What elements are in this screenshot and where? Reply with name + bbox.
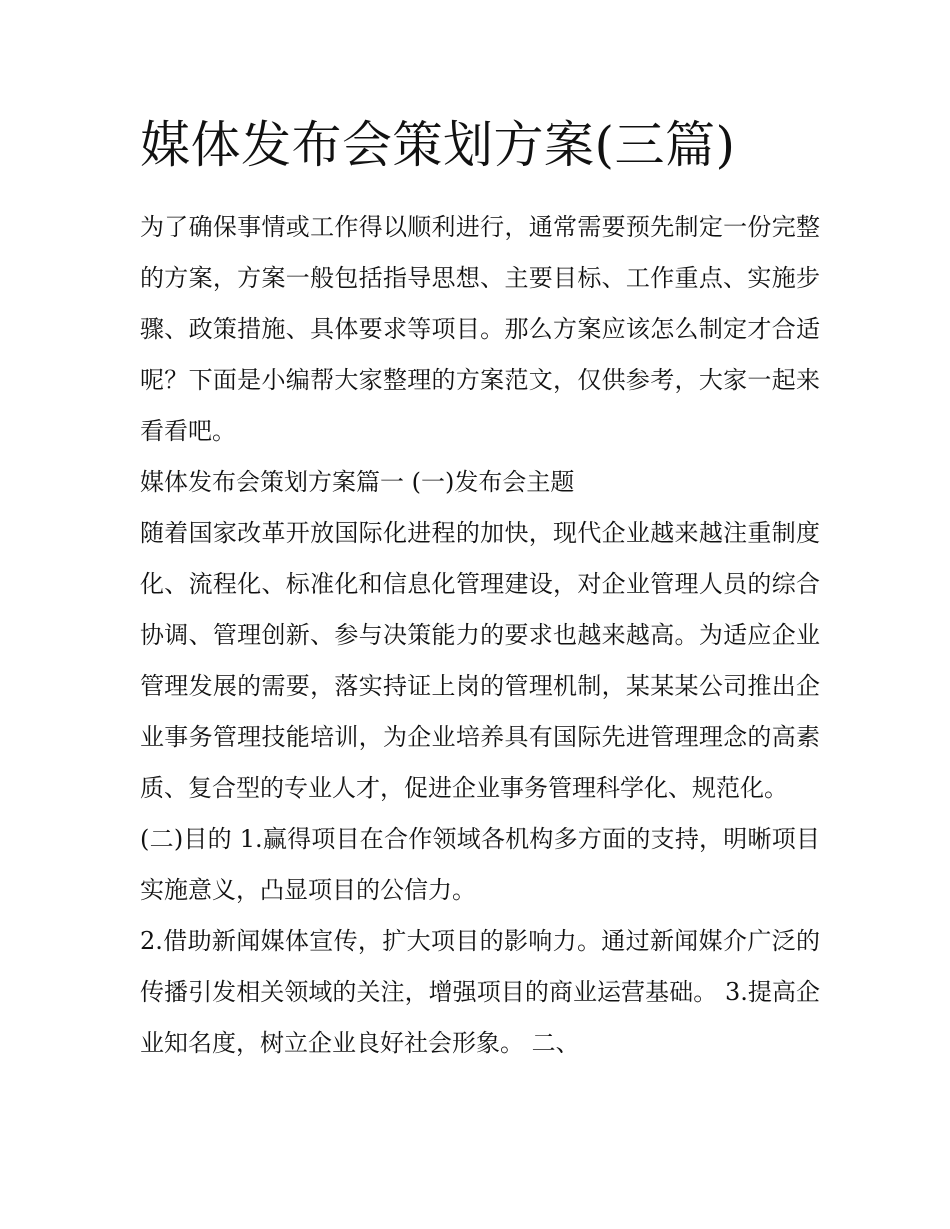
theme-paragraph: 随着国家改革开放国际化进程的加快，现代企业越来越注重制度化、流程化、标准化和信息化管理建设，对企业管理人员的综合协调、管理创新、参与决策能力的要求也越来越高。为适应企业管理发展的需要，落实持证上岗的管理机制，某某某公司推出企业事务管理技能培训，为企业培养具有国际先进管理理念的高素质、复合型的专业人才，促进企业事务管理科学化、规范化。 bbox=[140, 519, 820, 802]
document-page bbox=[140, 110, 820, 1069]
purpose-paragraph: (二)目的 1.赢得项目在合作领域各机构多方面的支持，明晰项目实施意义，凸显项目的公信力。 bbox=[140, 825, 820, 904]
purpose-continued-paragraph: 2.借助新闻媒体宣传，扩大项目的影响力。通过新闻媒介广泛的传播引发相关领域的关注，增强项目的商业运营基础。 3.提高企业知名度，树立企业良好社会形象。 二、 bbox=[140, 927, 820, 1057]
document-title: 媒体发布会策划方案(三篇) bbox=[140, 116, 736, 174]
intro-paragraph: 为了确保事情或工作得以顺利进行，通常需要预先制定一份完整的方案，方案一般包括指导思想、主要目标、工作重点、实施步骤、政策措施、具体要求等项目。那么方案应该怎么制定才合适呢？下面是小编帮大家整理的方案范文，仅供参考，大家一起来看看吧。 bbox=[140, 213, 820, 445]
section-heading-theme: 媒体发布会策划方案篇一 (一)发布会主题 bbox=[140, 468, 575, 496]
